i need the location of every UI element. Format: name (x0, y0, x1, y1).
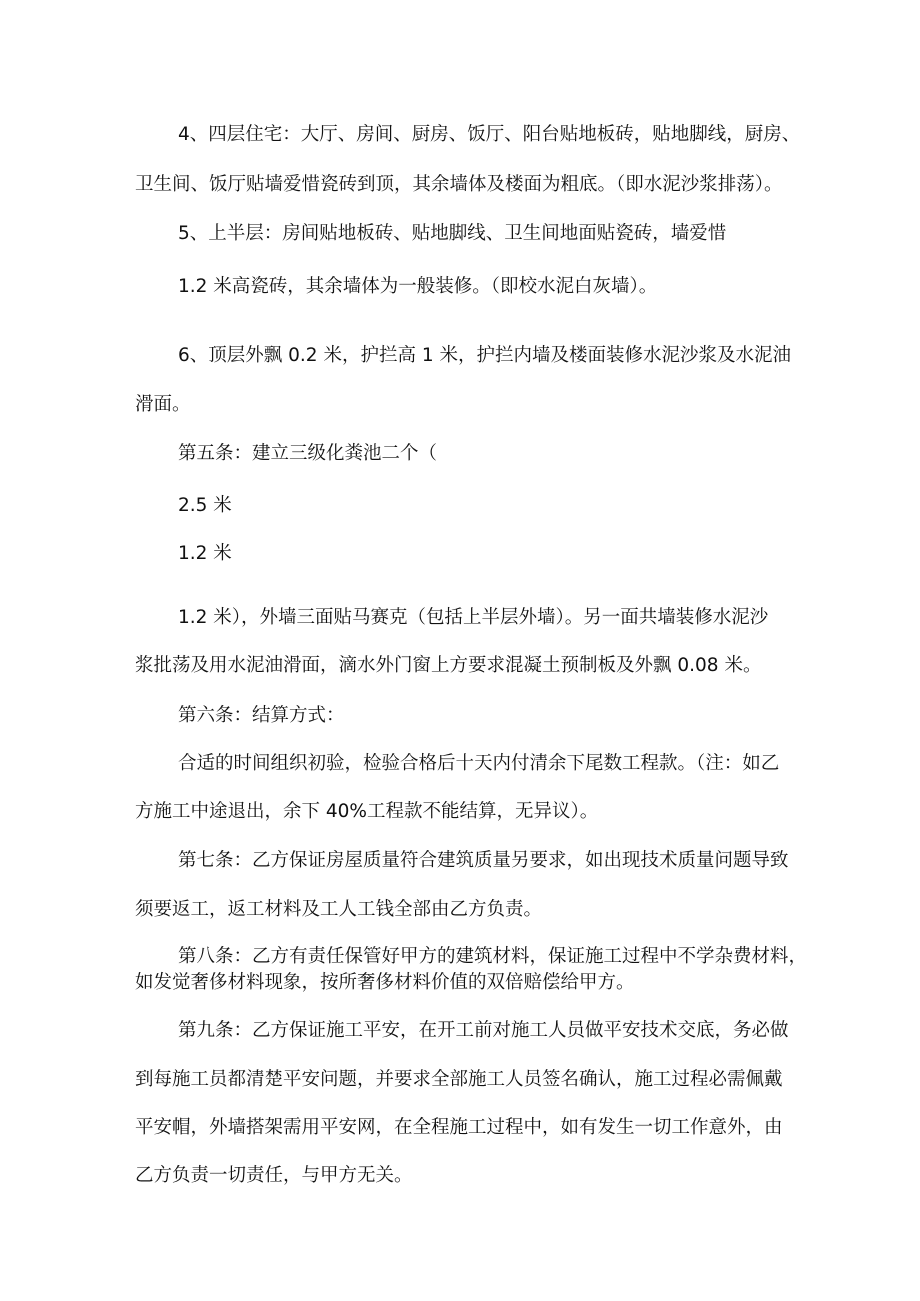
text-line: 1.2 米 (178, 543, 232, 564)
text-line: 须要返工，返工材料及工人工钱全部由乙方负责。 (135, 899, 543, 920)
text-line: 乙方负责一切责任，与甲方无关。 (135, 1165, 413, 1186)
text-line: 第七条：乙方保证房屋质量符合建筑质量另要求，如出现技术质量问题导致 (178, 850, 789, 871)
text-line: 合适的时间组织初验，检验合格后十天内付清余下尾数工程款。（注：如乙 (178, 753, 780, 774)
text-line: 平安帽，外墙搭架需用平安网，在全程施工过程中，如有发生一切工作意外，由 (135, 1117, 783, 1138)
text-line: 第九条：乙方保证施工平安，在开工前对施工人员做平安技术交底，务必做 (178, 1020, 789, 1041)
text-line: 卫生间、饭厅贴墙爱惜瓷砖到顶，其余墙体及楼面为粗底。（即水泥沙浆排荡）。 (135, 174, 783, 195)
text-line: 方施工中途退出，余下 40%工程款不能结算，无异议）。 (135, 801, 599, 822)
text-line: 1.2 米），外墙三面贴马赛克（包括上半层外墙）。另一面共墙装修水泥沙 (178, 607, 769, 628)
text-line: 如发觉奢侈材料现象，按所奢侈材料价值的双倍赔偿给甲方。 (135, 972, 635, 993)
text-line: 滑面。 (135, 394, 191, 415)
text-line: 1.2 米高瓷砖，其余墙体为一般装修。（即校水泥白灰墙）。 (178, 276, 658, 297)
text-line: 5、上半层：房间贴地板砖、贴地脚线、卫生间地面贴瓷砖，墙爱惜 (178, 223, 727, 244)
text-line: 到每施工员都清楚平安问题，并要求全部施工人员签名确认，施工过程必需佩戴 (135, 1069, 783, 1090)
text-line: 第五条：建立三级化粪池二个（ (178, 443, 438, 464)
text-line: 2.5 米 (178, 495, 232, 516)
text-line: 浆批荡及用水泥油滑面，滴水外门窗上方要求混凝土预制板及外飘 0.08 米。 (135, 655, 762, 676)
text-line: 4、四层住宅：大厅、房间、厨房、饭厅、阳台贴地板砖，贴地脚线，厨房、 (178, 124, 801, 145)
text-line: 6、顶层外飘 0.2 米，护拦高 1 米，护拦内墙及楼面装修水泥沙浆及水泥油 (178, 345, 791, 366)
text-line: 第八条：乙方有责任保管好甲方的建筑材料，保证施工过程中不学杂费材料， (178, 946, 808, 967)
text-line: 第六条：结算方式： (178, 705, 345, 726)
